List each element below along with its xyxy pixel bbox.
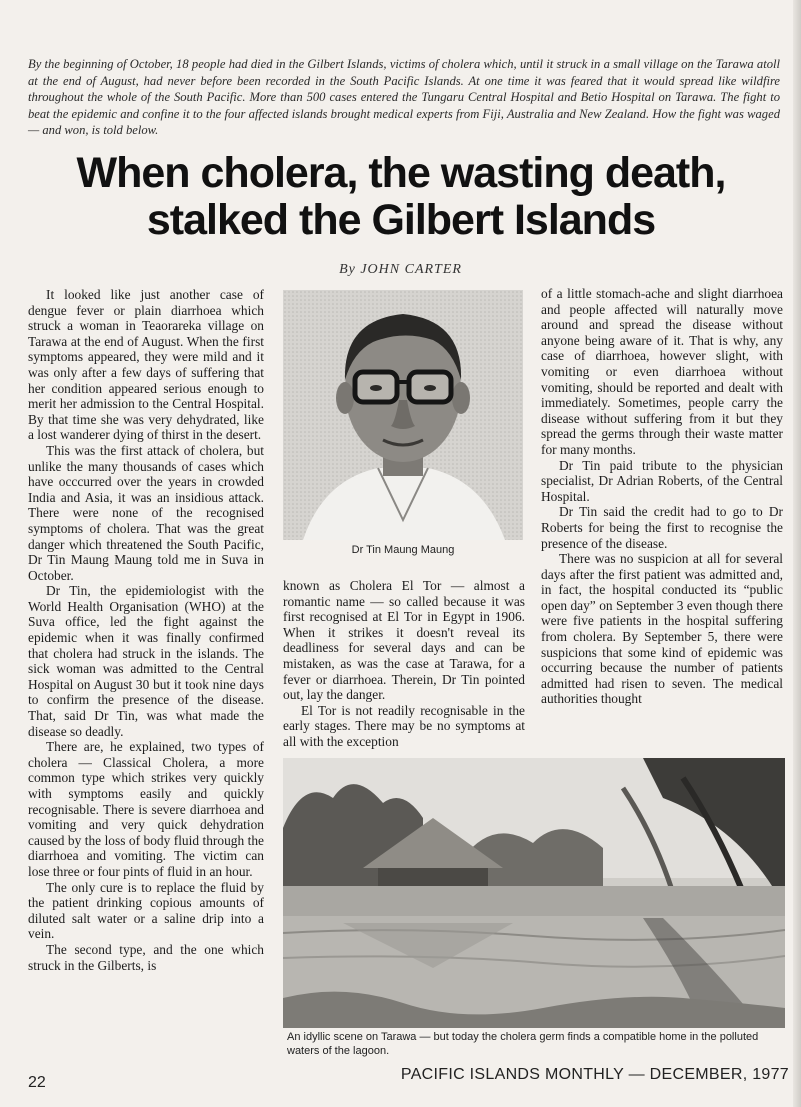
page-edge xyxy=(793,0,801,1107)
headline-line-2: stalked the Gilbert Islands xyxy=(146,196,656,244)
portrait-photo xyxy=(283,290,523,540)
paragraph: The second type, and the one which struck in the Gilberts, is xyxy=(28,941,264,973)
paragraph: Dr Tin said the credit had to go to Dr Roberts for being the first to recognise the presence of the disease. xyxy=(541,504,783,551)
paragraph: It looked like just another case of dengue fever or plain diarrhoea which struck a woman in Teaorareka village on Tarawa at the end of August. When the first symptoms appeared, they were mild and it was only after a few days of suffering that her condition appeared serious enough to merit her admission to the Central Hospital. By that time she was very dehydrated, like a lost wanderer dying of thirst in the desert. xyxy=(28,287,264,443)
paragraph: of a little stomach-ache and slight diarrhoea and people affected will naturally move around and spread the disease without anyone being aware of it. That is why, any case of diarrhoea, however slight, with vomiting or even diarrhoea without vomiting, should be reported and dealt with immediately. Sometimes, people carry the disease without suffering from it but they spread the germs through their waste matter for many months. xyxy=(541,286,783,457)
paragraph: The only cure is to replace the fluid by the patient drinking copious amounts of diluted salt water or a saline drip into a vein. xyxy=(28,879,264,942)
paragraph: known as Cholera El Tor — almost a romantic name — so called because it was first recognised at El Tor in Egypt in 1906. When it strikes it doesn't reveal its deadliness for several days and can be mistaken, as was the case at Tarawa, for a fever or diarrhoea. Therein, Dr Tin pointed out, lay the danger. xyxy=(283,578,525,703)
paragraph: Dr Tin paid tribute to the physician specialist, Dr Adrian Roberts, of the Central Hospital. xyxy=(541,457,783,504)
paragraph: This was the first attack of cholera, but unlike the many thousands of cases which have occcurred over the years in crowded India and Asia, it was an insidious attack. There were none of the recognised symptoms of cholera. That was the great danger which threatened the South Pacific, Dr Tin Maung Maung told me in Suva in October. xyxy=(28,442,264,583)
lagoon-illustration xyxy=(283,758,785,1028)
paragraph: El Tor is not readily recognisable in the early stages. There may be no symptoms at all with the exception xyxy=(283,702,525,749)
byline: By JOHN CARTER xyxy=(339,262,462,277)
lagoon-caption: An idyllic scene on Tarawa — but today the cholera germ finds a compatible home in the polluted waters of the lagoon. xyxy=(287,1031,759,1057)
portrait-illustration xyxy=(283,290,523,540)
paragraph: There are, he explained, two types of cholera — Classical Cholera, a more common type which strikes very quickly with symptoms easily and quickly recognisable. There is severe diarrhoea and vomiting and very quick dehydration caused by the loss of body fluid through the diarrhoea and vomiting. The victim can lose three or four pints of fluid in an hour. xyxy=(28,739,264,879)
headline xyxy=(16,150,786,244)
magazine-footer: PACIFIC ISLANDS MONTHLY — DECEMBER, 1977 xyxy=(400,1066,789,1083)
column-2 xyxy=(283,578,525,750)
page-number: 22 xyxy=(28,1074,46,1091)
intro-paragraph: By the beginning of October, 18 people had died in the Gilbert Islands, victims of cholera which, until it struck in a small village on the Tarawa atoll at the end of August, had never before been recorded in the South Pacific Islands. At one time it was feared that it would spread like wildfire throughout the whole of the South Pacific. More than 500 cases entered the Tungaru Central Hospital and Betio Hospital on Tarawa. The fight to beat the epidemic and confine it to the four affected islands brought medical experts from Fiji, Australia and New Zealand. How the fight was waged — and won, is told below. xyxy=(28,57,780,137)
portrait-caption: Dr Tin Maung Maung xyxy=(351,544,455,556)
paragraph: Dr Tin, the epidemiologist with the World Health Organisation (WHO) at the Suva office, led the fight against the epidemic when it was finally confirmed that cholera had struck in the islands. The sick woman was admitted to the Central Hospital on August 30 but it took nine days to confirm the presence of the disease. That, said Dr Tin, was what made the disease so deadly. xyxy=(28,583,264,739)
lagoon-photo xyxy=(283,758,785,1028)
column-3 xyxy=(541,286,783,707)
paragraph: There was no suspicion at all for several days after the first patient was admitted and, in fact, the hospital conducted its “public open day” on September 3 even though there were five patients in the hospital suffering from cholera. By September 5, there were suspicions that some kind of epidemic was occurring because the number of patients admitted had risen to seven. The medical authorities thought xyxy=(541,551,783,707)
column-1 xyxy=(28,287,264,973)
headline-line-1: When cholera, the wasting death, xyxy=(76,149,726,197)
